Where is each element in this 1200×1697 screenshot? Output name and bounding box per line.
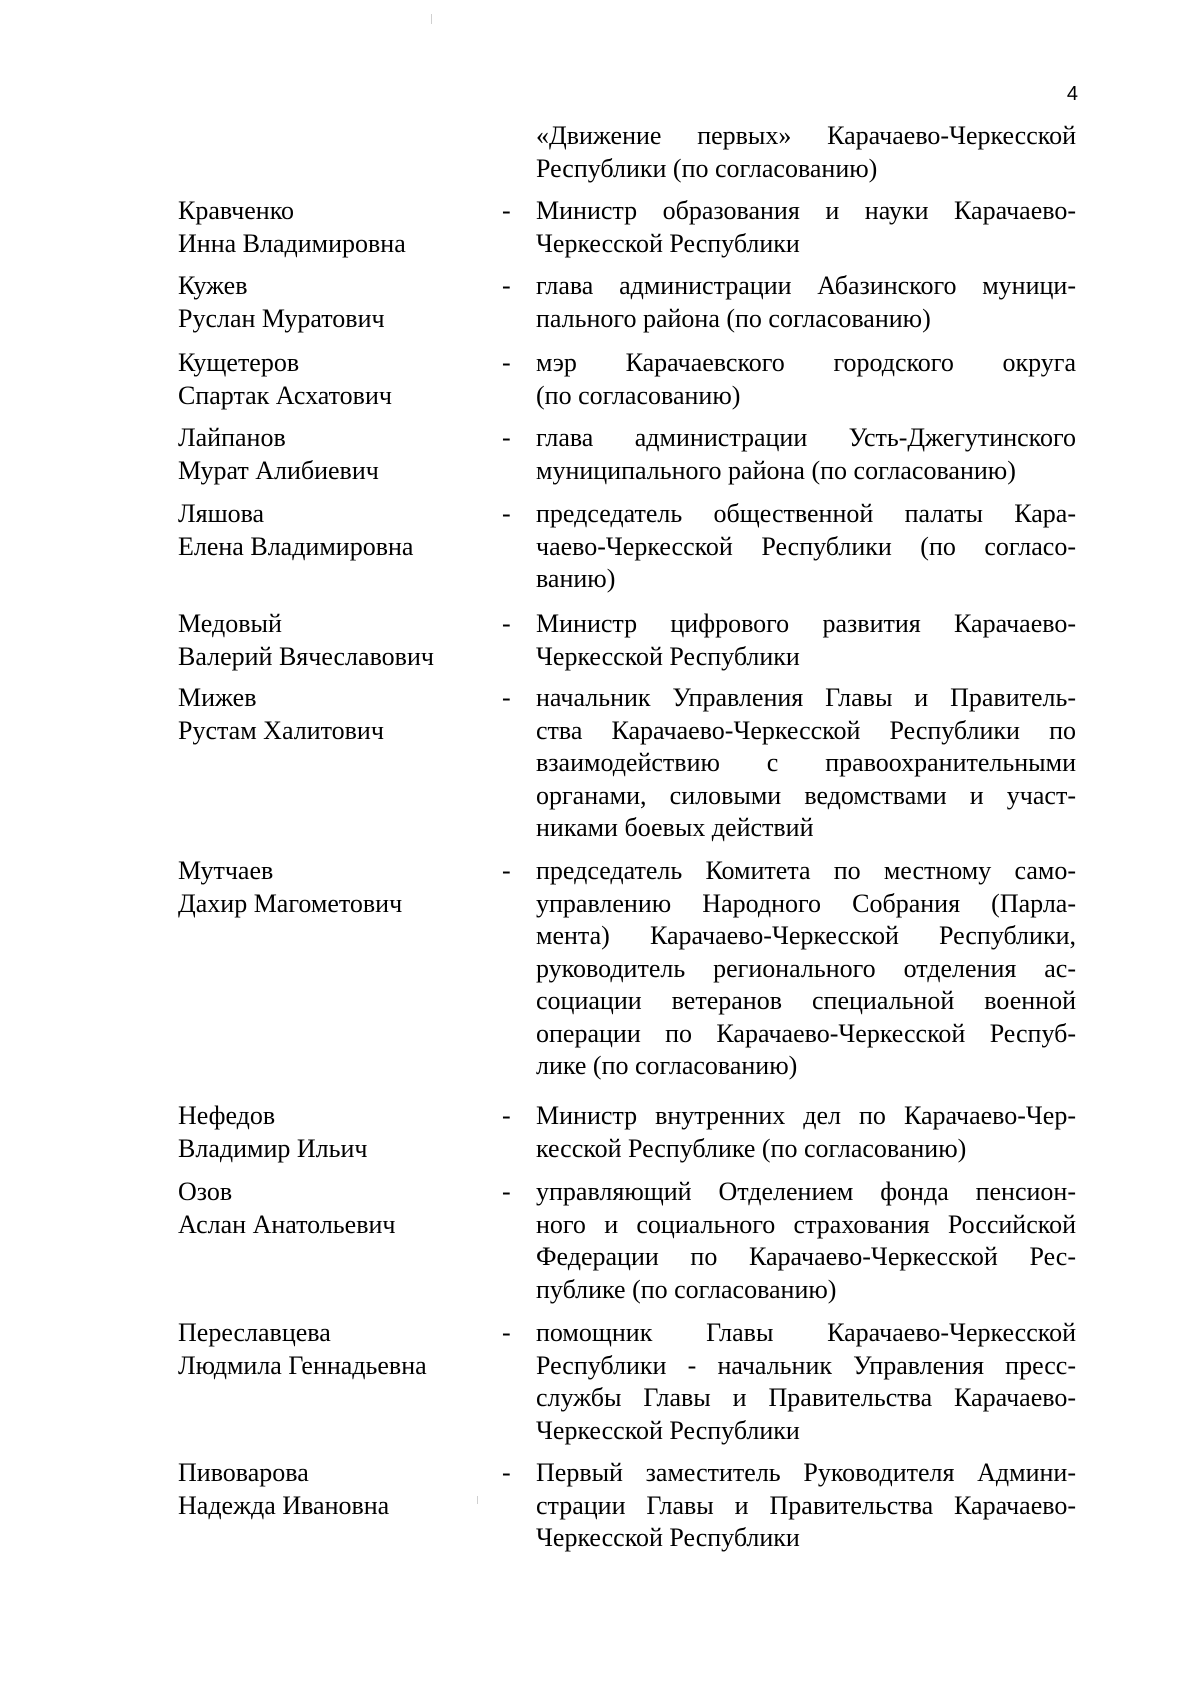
member-name bbox=[178, 855, 478, 920]
dash-separator: - bbox=[502, 1101, 511, 1130]
member-position bbox=[536, 1317, 1076, 1447]
position-line: «Движение первых» Карачаево-Черкесской bbox=[536, 121, 1076, 150]
member-given-names: Дахир Магометович bbox=[178, 888, 403, 918]
position-line: операции по Карачаево-Черкесской Респуб- bbox=[536, 1018, 1076, 1048]
dash-separator: - bbox=[502, 1458, 511, 1487]
dash-separator: - bbox=[502, 1318, 511, 1347]
position-line: мента) Карачаево-Черкесской Республики, bbox=[536, 921, 1076, 950]
page-number: 4 bbox=[1066, 83, 1078, 105]
position-line: никами боевых действий bbox=[536, 813, 814, 842]
position-line: управлению Народного Собрания (Парла- bbox=[536, 888, 1076, 918]
dash-separator: - bbox=[502, 499, 511, 528]
member-name bbox=[178, 347, 478, 412]
dash-separator: - bbox=[502, 348, 511, 377]
member-surname: Пивоварова bbox=[178, 1458, 309, 1487]
dash-separator: - bbox=[502, 1177, 511, 1206]
position-line: помощник Главы Карачаево-Черкесской bbox=[536, 1318, 1076, 1347]
position-line: взаимодействию с правоохранительными bbox=[536, 748, 1076, 777]
dash-separator: - bbox=[502, 196, 511, 225]
member-given-names: Елена Владимировна bbox=[178, 531, 414, 561]
member-name bbox=[178, 422, 478, 487]
position-line: Федерации по Карачаево-Черкесской Рес- bbox=[536, 1242, 1076, 1271]
member-name bbox=[178, 270, 478, 335]
dash-separator: - bbox=[502, 856, 511, 885]
position-line: Министр образования и науки Карачаево- bbox=[536, 196, 1076, 225]
member-given-names: Спартак Асхатович bbox=[178, 380, 392, 410]
member-position bbox=[536, 270, 1076, 335]
member-given-names: Валерий Вячеславович bbox=[178, 641, 434, 671]
position-line: чаево-Черкесской Республики (по согласо- bbox=[536, 531, 1076, 561]
member-surname: Мижев bbox=[178, 683, 257, 712]
member-position bbox=[536, 120, 1076, 185]
position-line: страции Главы и Правительства Карачаево- bbox=[536, 1490, 1076, 1520]
position-line: пального района (по согласованию) bbox=[536, 303, 931, 333]
member-surname: Ляшова bbox=[178, 499, 265, 528]
position-line: Черкесской Республики bbox=[536, 228, 800, 258]
member-given-names: Владимир Ильич bbox=[178, 1133, 368, 1163]
member-surname: Лайпанов bbox=[178, 423, 286, 452]
member-given-names: Рустам Халитович bbox=[178, 715, 384, 745]
position-line: председатель общественной палаты Кара- bbox=[536, 499, 1076, 528]
member-position bbox=[536, 347, 1076, 412]
position-line: начальник Управления Главы и Правитель- bbox=[536, 683, 1076, 712]
member-position bbox=[536, 608, 1076, 673]
member-surname: Озов bbox=[178, 1177, 233, 1206]
member-surname: Переславцева bbox=[178, 1318, 331, 1347]
position-line: (по согласованию) bbox=[536, 380, 741, 410]
member-name bbox=[178, 1176, 478, 1241]
member-given-names: Инна Владимировна bbox=[178, 228, 406, 258]
member-name bbox=[178, 498, 478, 563]
member-name bbox=[178, 195, 478, 260]
position-line: Черкесской Республики bbox=[536, 1415, 800, 1445]
position-line: мэр Карачаевского городского округа bbox=[536, 348, 1076, 377]
member-name bbox=[178, 1317, 478, 1382]
position-line: Министр цифрового развития Карачаево- bbox=[536, 609, 1076, 638]
member-given-names: Мурат Алибиевич bbox=[178, 455, 379, 485]
position-line: Республики (по согласованию) bbox=[536, 153, 878, 183]
dash-separator: - bbox=[502, 683, 511, 712]
position-line: службы Главы и Правительства Карачаево- bbox=[536, 1383, 1076, 1412]
position-line: Министр внутренних дел по Карачаево-Чер- bbox=[536, 1101, 1076, 1130]
member-position bbox=[536, 498, 1076, 596]
member-surname: Кущетеров bbox=[178, 348, 300, 377]
member-given-names: Руслан Муратович bbox=[178, 303, 385, 333]
member-given-names: Аслан Анатольевич bbox=[178, 1209, 396, 1239]
position-line: председатель Комитета по местному само- bbox=[536, 856, 1076, 885]
position-line: Черкесской Республики bbox=[536, 1523, 800, 1552]
position-line: управляющий Отделением фонда пенсион- bbox=[536, 1177, 1076, 1206]
position-line: Республики - начальник Управления пресс- bbox=[536, 1350, 1076, 1380]
position-line: ного и социального страхования Российской bbox=[536, 1209, 1076, 1239]
member-name bbox=[178, 1457, 478, 1522]
position-line: ства Карачаево-Черкесской Республики по bbox=[536, 715, 1076, 745]
position-line: ванию) bbox=[536, 564, 616, 593]
member-position bbox=[536, 855, 1076, 1083]
position-line: Первый заместитель Руководителя Админи- bbox=[536, 1458, 1076, 1487]
position-line: глава администрации Абазинского муници- bbox=[536, 271, 1076, 300]
position-line: глава администрации Усть-Джегутинского bbox=[536, 423, 1076, 452]
member-name bbox=[178, 1100, 478, 1165]
member-given-names: Надежда Ивановна bbox=[178, 1490, 390, 1520]
member-surname: Кужев bbox=[178, 271, 248, 300]
member-position bbox=[536, 1100, 1076, 1165]
member-name bbox=[178, 608, 478, 673]
member-surname: Мутчаев bbox=[178, 856, 274, 885]
member-position bbox=[536, 195, 1076, 260]
member-surname: Кравченко bbox=[178, 196, 295, 225]
position-line: публике (по согласованию) bbox=[536, 1274, 837, 1304]
member-position bbox=[536, 1176, 1076, 1306]
position-line: Черкесской Республики bbox=[536, 641, 800, 671]
member-position bbox=[536, 1457, 1076, 1555]
position-line: социации ветеранов специальной военной bbox=[536, 986, 1076, 1015]
dash-separator: - bbox=[502, 609, 511, 638]
position-line: органами, силовыми ведомствами и участ- bbox=[536, 780, 1076, 810]
position-line: лике (по согласованию) bbox=[536, 1051, 798, 1080]
dash-separator: - bbox=[502, 271, 511, 300]
scan-mark-top bbox=[431, 14, 432, 24]
member-position bbox=[536, 422, 1076, 487]
member-given-names: Людмила Геннадьевна bbox=[178, 1350, 427, 1380]
position-line: кесской Республике (по согласованию) bbox=[536, 1133, 967, 1163]
position-line: руководитель регионального отделения ас- bbox=[536, 953, 1076, 983]
member-surname: Нефедов bbox=[178, 1101, 276, 1130]
dash-separator: - bbox=[502, 423, 511, 452]
member-name bbox=[178, 682, 478, 747]
member-surname: Медовый bbox=[178, 609, 282, 638]
member-position bbox=[536, 682, 1076, 845]
position-line: муниципального района (по согласованию) bbox=[536, 455, 1016, 485]
